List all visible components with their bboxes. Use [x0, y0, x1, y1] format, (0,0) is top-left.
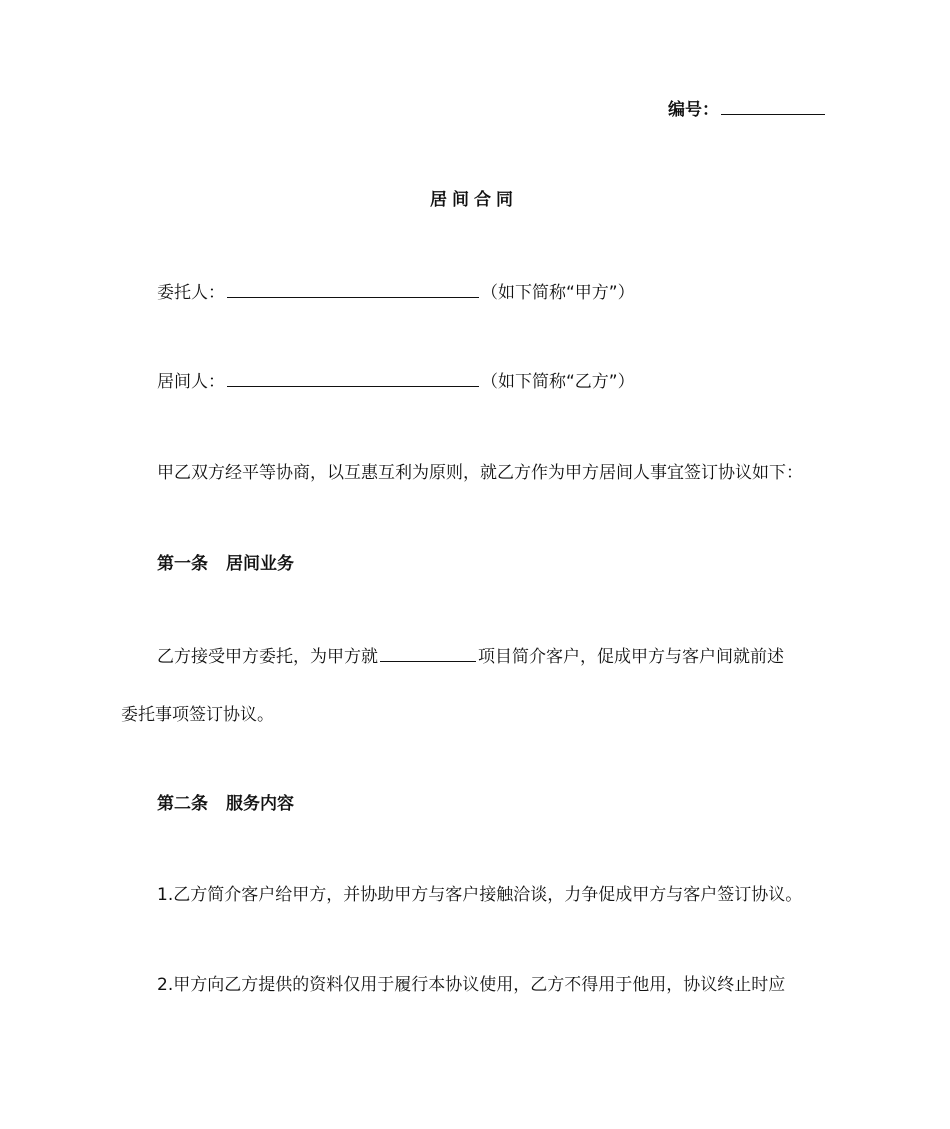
client-suffix: （如下简称“甲方”） [481, 283, 635, 303]
article-2-title: 服务内容 [226, 794, 294, 814]
project-name-blank [380, 660, 476, 662]
client-label: 委托人： [157, 283, 225, 303]
article-1-heading [157, 552, 294, 576]
article-1-text-line-1 [157, 645, 784, 669]
intro-paragraph: 甲乙双方经平等协商，以互惠互利为原则，就乙方作为甲方居间人事宜签订协议如下： [157, 463, 803, 483]
document-number-label: 编号： [668, 100, 719, 120]
broker-name-blank [227, 385, 479, 387]
client-line [157, 281, 635, 305]
broker-label: 居间人： [157, 372, 225, 392]
article-1-text-before: 乙方接受甲方委托，为甲方就 [157, 647, 378, 667]
client-name-blank [227, 296, 479, 298]
document-number-blank [721, 113, 825, 115]
page-title: 居间合同 [430, 190, 518, 210]
article-2-heading [157, 792, 294, 816]
article-1-number: 第一条 [157, 554, 208, 574]
article-2-number: 第二条 [157, 794, 208, 814]
broker-line [157, 370, 635, 394]
article-2-item-1: 1.乙方简介客户给甲方，并协助甲方与客户接触洽谈，力争促成甲方与客户签订协议。 [157, 885, 803, 905]
broker-suffix: （如下简称“乙方”） [481, 372, 635, 392]
article-1-title: 居间业务 [226, 554, 294, 574]
document-number [668, 98, 827, 122]
article-2-item-2: 2.甲方向乙方提供的资料仅用于履行本协议使用，乙方不得用于他用，协议终止时应 [157, 975, 786, 995]
article-1-text-after: 项目简介客户，促成甲方与客户间就前述 [478, 647, 784, 667]
article-1-text-line-2: 委托事项签订协议。 [121, 705, 274, 725]
